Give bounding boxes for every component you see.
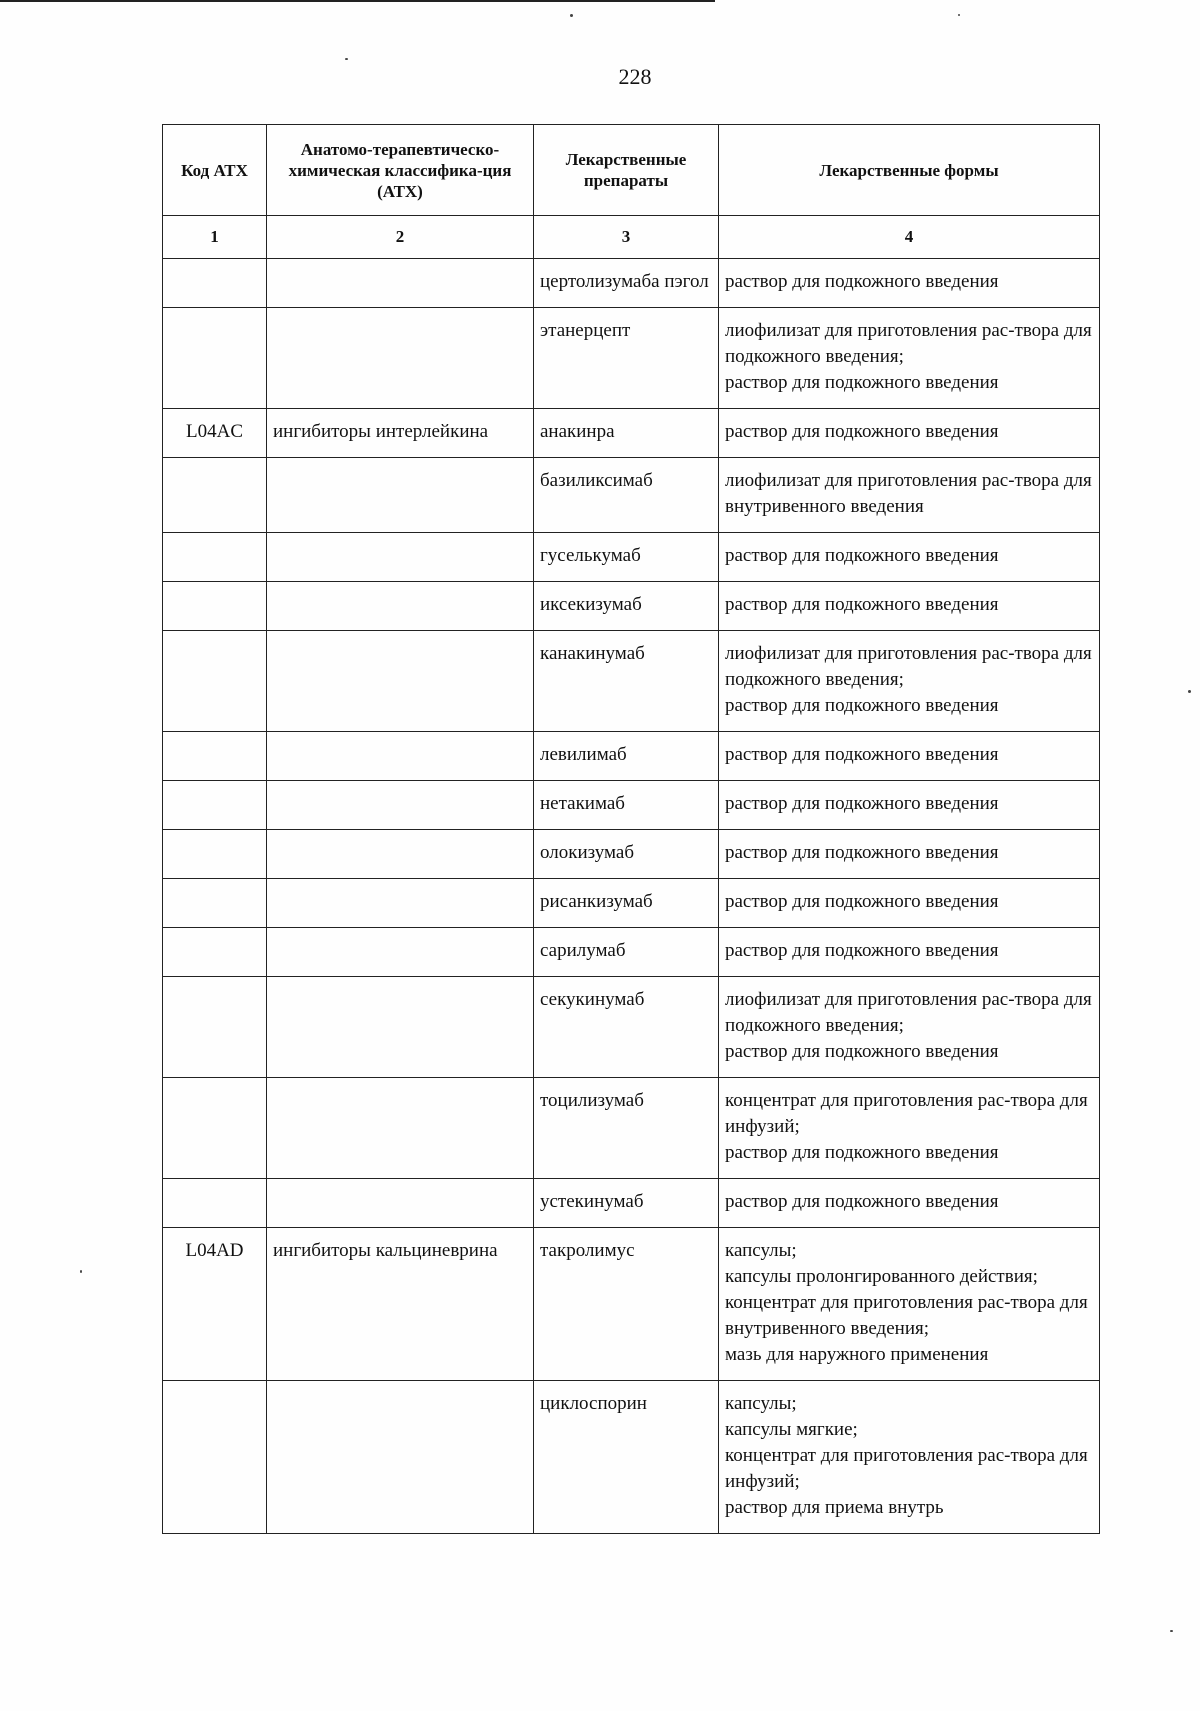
- column-number: 2: [267, 216, 534, 259]
- drug-name-cell: цертолизумаба пэгол: [534, 259, 719, 308]
- atc-code-cell: [163, 259, 267, 308]
- dosage-form-line: концентрат для приготовления рас-твора для внутривенного введения;: [725, 1292, 1088, 1339]
- drug-name-cell: иксекизумаб: [534, 582, 719, 631]
- drug-name-cell: канакинумаб: [534, 631, 719, 732]
- dosage-form-line: раствор для подкожного введения: [725, 793, 999, 814]
- dosage-form-line: раствор для подкожного введения: [725, 940, 999, 961]
- atc-code-cell: [163, 458, 267, 533]
- dosage-forms-cell: [719, 533, 1100, 582]
- dosage-form-line: капсулы пролонгированного действия;: [725, 1266, 1038, 1287]
- dosage-form-line: раствор для подкожного введения: [725, 1041, 999, 1062]
- drug-name-cell: анакинра: [534, 409, 719, 458]
- dosage-form-line: раствор для подкожного введения: [725, 744, 999, 765]
- dosage-form-line: лиофилизат для приготовления рас-твора для внутривенного введения: [725, 470, 1092, 517]
- atc-code-cell: [163, 308, 267, 409]
- dosage-form-line: раствор для подкожного введения: [725, 842, 999, 863]
- drug-name-cell: устекинумаб: [534, 1179, 719, 1228]
- table-row: [163, 928, 1100, 977]
- dosage-forms-cell: [719, 1228, 1100, 1381]
- column-number: 1: [163, 216, 267, 259]
- dosage-form-line: концентрат для приготовления рас-твора для инфузий;: [725, 1090, 1088, 1137]
- dosage-form-line: лиофилизат для приготовления рас-твора для подкожного введения;: [725, 643, 1092, 690]
- classification-cell: [267, 1179, 534, 1228]
- dosage-form-line: раствор для подкожного введения: [725, 271, 999, 292]
- table-row: [163, 308, 1100, 409]
- dosage-form-line: мазь для наружного применения: [725, 1344, 989, 1365]
- scan-speck: [1170, 1630, 1173, 1632]
- classification-cell: [267, 631, 534, 732]
- atc-code-cell: [163, 781, 267, 830]
- atc-code-cell: [163, 732, 267, 781]
- drug-name-cell: циклоспорин: [534, 1381, 719, 1534]
- table-row: [163, 1179, 1100, 1228]
- classification-cell: [267, 781, 534, 830]
- dosage-form-line: капсулы;: [725, 1240, 797, 1261]
- table-row: [163, 409, 1100, 458]
- drug-name-cell: гуселькумаб: [534, 533, 719, 582]
- dosage-form-line: раствор для подкожного введения: [725, 372, 999, 393]
- dosage-form-line: раствор для подкожного введения: [725, 1191, 999, 1212]
- column-number: 3: [534, 216, 719, 259]
- table-row: [163, 879, 1100, 928]
- drug-name-cell: такролимус: [534, 1228, 719, 1381]
- column-number: 4: [719, 216, 1100, 259]
- page-number: 228: [618, 64, 652, 89]
- dosage-form-line: капсулы мягкие;: [725, 1419, 858, 1440]
- table-row: [163, 1078, 1100, 1179]
- header-forms: Лекарственные формы: [719, 125, 1100, 216]
- atc-code-cell: [163, 1078, 267, 1179]
- table-row: [163, 1381, 1100, 1534]
- classification-cell: ингибиторы кальциневрина: [267, 1228, 534, 1381]
- dosage-form-line: раствор для подкожного введения: [725, 1142, 999, 1163]
- classification-cell: [267, 582, 534, 631]
- dosage-forms-cell: [719, 830, 1100, 879]
- drug-name-cell: сарилумаб: [534, 928, 719, 977]
- dosage-forms-cell: [719, 732, 1100, 781]
- classification-cell: [267, 879, 534, 928]
- atc-code-cell: [163, 928, 267, 977]
- table-row: [163, 1228, 1100, 1381]
- dosage-forms-cell: [719, 409, 1100, 458]
- table-row: [163, 259, 1100, 308]
- dosage-form-line: раствор для подкожного введения: [725, 545, 999, 566]
- table-row: [163, 533, 1100, 582]
- table-row: [163, 582, 1100, 631]
- dosage-forms-cell: [719, 879, 1100, 928]
- dosage-forms-cell: [719, 631, 1100, 732]
- header-classification: Анатомо-терапевтическо-химическая классифика-ция (АТХ): [267, 125, 534, 216]
- dosage-forms-cell: [719, 458, 1100, 533]
- scan-speck: [1188, 690, 1191, 693]
- atc-code-cell: [163, 1179, 267, 1228]
- dosage-forms-cell: [719, 582, 1100, 631]
- dosage-form-line: концентрат для приготовления рас-твора для инфузий;: [725, 1445, 1088, 1492]
- atc-code-cell: [163, 830, 267, 879]
- header-row: [163, 125, 1100, 216]
- atc-code-cell: [163, 533, 267, 582]
- scan-speck: [570, 14, 573, 17]
- atc-code-cell: L04AD: [163, 1228, 267, 1381]
- classification-cell: [267, 830, 534, 879]
- drug-name-cell: нетакимаб: [534, 781, 719, 830]
- classification-cell: ингибиторы интерлейкина: [267, 409, 534, 458]
- dosage-forms-cell: [719, 977, 1100, 1078]
- dosage-form-line: раствор для подкожного введения: [725, 891, 999, 912]
- classification-cell: [267, 1381, 534, 1534]
- dosage-forms-cell: [719, 781, 1100, 830]
- header-drugs: Лекарственные препараты: [534, 125, 719, 216]
- classification-cell: [267, 308, 534, 409]
- dosage-form-line: раствор для подкожного введения: [725, 594, 999, 615]
- dosage-forms-cell: [719, 259, 1100, 308]
- table-row: [163, 830, 1100, 879]
- classification-cell: [267, 732, 534, 781]
- drug-name-cell: рисанкизумаб: [534, 879, 719, 928]
- classification-cell: [267, 458, 534, 533]
- table-row: [163, 781, 1100, 830]
- atc-code-cell: [163, 977, 267, 1078]
- atc-code-cell: [163, 1381, 267, 1534]
- table-row: [163, 977, 1100, 1078]
- scan-speck: [80, 1270, 82, 1273]
- dosage-form-line: лиофилизат для приготовления рас-твора для подкожного введения;: [725, 989, 1092, 1036]
- dosage-forms-cell: [719, 1078, 1100, 1179]
- dosage-forms-cell: [719, 1381, 1100, 1534]
- column-number-row: [163, 216, 1100, 259]
- classification-cell: [267, 977, 534, 1078]
- scan-speck: [345, 58, 348, 60]
- classification-cell: [267, 533, 534, 582]
- table-body: [163, 259, 1100, 1534]
- table-row: [163, 631, 1100, 732]
- dosage-form-line: капсулы;: [725, 1393, 797, 1414]
- classification-cell: [267, 259, 534, 308]
- dosage-form-line: раствор для подкожного введения: [725, 695, 999, 716]
- dosage-form-line: раствор для приема внутрь: [725, 1497, 944, 1518]
- atc-code-cell: L04AC: [163, 409, 267, 458]
- classification-cell: [267, 928, 534, 977]
- top-rule: [0, 0, 715, 2]
- drug-name-cell: этанерцепт: [534, 308, 719, 409]
- dosage-forms-cell: [719, 1179, 1100, 1228]
- drug-name-cell: олокизумаб: [534, 830, 719, 879]
- table-row: [163, 458, 1100, 533]
- drug-name-cell: тоцилизумаб: [534, 1078, 719, 1179]
- drug-name-cell: базиликсимаб: [534, 458, 719, 533]
- header-code: Код АТХ: [163, 125, 267, 216]
- atc-code-cell: [163, 582, 267, 631]
- drug-name-cell: секукинумаб: [534, 977, 719, 1078]
- dosage-forms-cell: [719, 308, 1100, 409]
- dosage-form-line: раствор для подкожного введения: [725, 421, 999, 442]
- table-row: [163, 732, 1100, 781]
- atc-table: [162, 124, 1100, 1534]
- scan-speck: [958, 14, 960, 16]
- drug-name-cell: левилимаб: [534, 732, 719, 781]
- atc-code-cell: [163, 879, 267, 928]
- dosage-form-line: лиофилизат для приготовления рас-твора для подкожного введения;: [725, 320, 1092, 367]
- atc-code-cell: [163, 631, 267, 732]
- classification-cell: [267, 1078, 534, 1179]
- dosage-forms-cell: [719, 928, 1100, 977]
